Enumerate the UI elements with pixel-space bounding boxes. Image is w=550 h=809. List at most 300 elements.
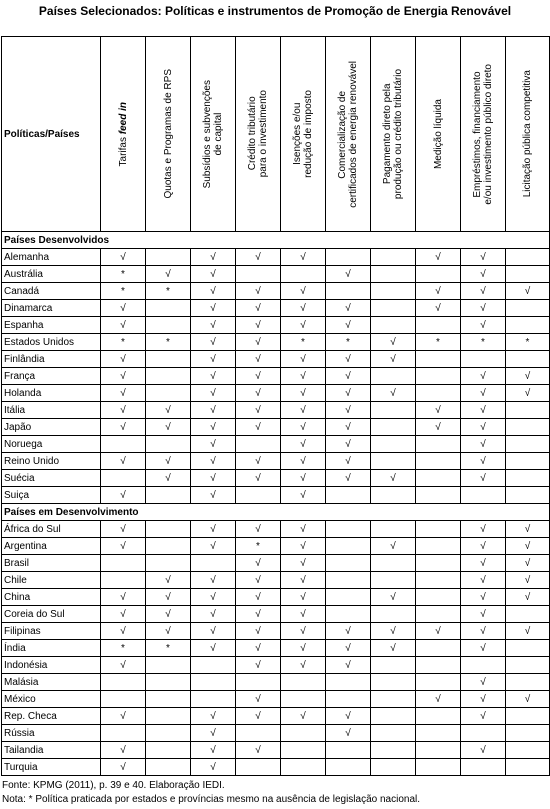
check-mark: √ [236,691,281,708]
table-row [2,572,550,589]
empty-cell [371,725,416,742]
column-header-line: redução de imposto [303,90,314,178]
check-mark: √ [236,470,281,487]
check-mark: √ [191,538,236,555]
check-mark: √ [281,249,326,266]
empty-cell [146,538,191,555]
check-mark: √ [101,402,146,419]
table-row [2,657,550,674]
empty-cell [416,589,461,606]
check-mark: √ [281,317,326,334]
table-row [2,436,550,453]
empty-cell [146,487,191,504]
empty-cell [461,657,506,674]
country-name: Índia [2,640,101,657]
section-row [2,504,550,521]
empty-cell [416,266,461,283]
check-mark: √ [506,283,550,300]
empty-cell [236,266,281,283]
check-mark: √ [101,606,146,623]
country-name: Rep. Checa [2,708,101,725]
empty-cell [506,640,550,657]
table-row [2,640,550,657]
empty-cell [326,606,371,623]
table-row [2,453,550,470]
check-mark: √ [191,742,236,759]
check-mark: √ [506,368,550,385]
column-header-line: Comercialização de [337,90,348,178]
check-mark: √ [191,317,236,334]
empty-cell [326,589,371,606]
check-mark: √ [236,283,281,300]
check-mark: √ [101,351,146,368]
empty-cell [416,368,461,385]
check-mark: √ [461,436,506,453]
empty-cell [146,691,191,708]
check-mark: √ [191,759,236,776]
empty-cell [371,300,416,317]
country-name: Austrália [2,266,101,283]
check-mark: √ [461,708,506,725]
check-mark: √ [191,300,236,317]
empty-cell [146,300,191,317]
check-mark: √ [191,419,236,436]
table-row [2,317,550,334]
check-mark: √ [191,453,236,470]
check-mark: √ [236,402,281,419]
empty-cell [506,453,550,470]
column-header [371,37,416,232]
empty-cell [146,385,191,402]
check-mark: √ [236,453,281,470]
country-name: Suécia [2,470,101,487]
check-mark: √ [191,351,236,368]
empty-cell [371,402,416,419]
check-mark: √ [191,385,236,402]
empty-cell [326,759,371,776]
check-mark: √ [281,623,326,640]
empty-cell [101,436,146,453]
check-mark: √ [461,419,506,436]
check-mark: √ [506,555,550,572]
check-mark: √ [101,453,146,470]
country-name: Brasil [2,555,101,572]
check-mark: √ [326,385,371,402]
check-mark: √ [371,589,416,606]
check-mark: √ [326,453,371,470]
check-mark: √ [461,249,506,266]
empty-cell [371,759,416,776]
check-mark: √ [236,657,281,674]
check-mark: √ [281,521,326,538]
asterisk-mark: * [326,334,371,351]
check-mark: √ [281,385,326,402]
column-header-line: Quotas e Programas de RPS [162,69,174,199]
table-row [2,300,550,317]
column-header-line: Crédito tributário [247,97,258,171]
check-mark: √ [236,419,281,436]
table-row [2,674,550,691]
check-mark: √ [281,657,326,674]
empty-cell [416,487,461,504]
empty-cell [506,759,550,776]
asterisk-mark: * [101,334,146,351]
check-mark: √ [461,453,506,470]
check-mark: √ [326,657,371,674]
empty-cell [146,725,191,742]
empty-cell [506,402,550,419]
empty-cell [416,572,461,589]
check-mark: √ [236,555,281,572]
empty-cell [191,674,236,691]
check-mark: √ [281,436,326,453]
asterisk-mark: * [146,283,191,300]
table-title: Países Selecionados: Políticas e instrumentos de Promoção de Energia Renovável [38,4,512,18]
table-row [2,249,550,266]
empty-cell [416,470,461,487]
check-mark: √ [461,283,506,300]
check-mark: √ [191,589,236,606]
empty-cell [281,691,326,708]
column-header [101,37,146,232]
check-mark: √ [101,487,146,504]
check-mark: √ [146,453,191,470]
empty-cell [326,572,371,589]
table-row [2,470,550,487]
empty-cell [371,487,416,504]
empty-cell [416,708,461,725]
check-mark: √ [101,708,146,725]
check-mark: √ [281,402,326,419]
table-row [2,334,550,351]
empty-cell [236,487,281,504]
column-header [461,37,506,232]
empty-cell [506,606,550,623]
check-mark: √ [236,368,281,385]
country-name: Filipinas [2,623,101,640]
check-mark: √ [326,419,371,436]
empty-cell [506,317,550,334]
check-mark: √ [281,589,326,606]
empty-cell [506,351,550,368]
empty-cell [506,300,550,317]
policy-table [1,36,550,776]
check-mark: √ [281,606,326,623]
country-name: China [2,589,101,606]
empty-cell [326,487,371,504]
check-mark: √ [191,606,236,623]
check-mark: √ [101,657,146,674]
empty-cell [416,555,461,572]
check-mark: √ [191,266,236,283]
country-name: Reino Unido [2,453,101,470]
empty-cell [101,470,146,487]
empty-cell [371,368,416,385]
empty-cell [506,419,550,436]
empty-cell [371,606,416,623]
check-mark: √ [236,742,281,759]
check-mark: √ [371,640,416,657]
column-header [191,37,236,232]
check-mark: √ [191,283,236,300]
check-mark: √ [461,317,506,334]
check-mark: √ [236,317,281,334]
empty-cell [371,317,416,334]
check-mark: √ [146,572,191,589]
empty-cell [146,249,191,266]
table-row [2,351,550,368]
check-mark: √ [461,623,506,640]
country-name: Japão [2,419,101,436]
country-name: Finlândia [2,351,101,368]
check-mark: √ [371,623,416,640]
check-mark: √ [236,385,281,402]
check-mark: √ [326,470,371,487]
check-mark: √ [191,368,236,385]
check-mark: √ [506,572,550,589]
check-mark: √ [461,470,506,487]
check-mark: √ [146,266,191,283]
check-mark: √ [371,470,416,487]
table-row [2,385,550,402]
section-label: Países Desenvolvidos [2,232,550,249]
column-header [281,37,326,232]
check-mark: √ [461,385,506,402]
empty-cell [416,436,461,453]
empty-cell [416,725,461,742]
empty-cell [326,674,371,691]
empty-cell [146,708,191,725]
check-mark: √ [236,606,281,623]
empty-cell [326,691,371,708]
empty-cell [146,759,191,776]
check-mark: √ [326,300,371,317]
check-mark: √ [416,300,461,317]
check-mark: √ [461,521,506,538]
empty-cell [506,266,550,283]
check-mark: √ [281,453,326,470]
check-mark: √ [281,487,326,504]
empty-cell [101,691,146,708]
check-mark: √ [506,521,550,538]
check-mark: √ [326,640,371,657]
check-mark: √ [236,334,281,351]
country-name: Noruega [2,436,101,453]
check-mark: √ [101,538,146,555]
check-mark: √ [371,334,416,351]
check-mark: √ [236,589,281,606]
empty-cell [506,436,550,453]
table-row [2,266,550,283]
empty-cell [146,674,191,691]
check-mark: √ [101,759,146,776]
check-mark: √ [236,708,281,725]
asterisk-mark: * [101,640,146,657]
check-mark: √ [281,351,326,368]
empty-cell [371,266,416,283]
check-mark: √ [191,334,236,351]
empty-cell [506,657,550,674]
empty-cell [416,606,461,623]
check-mark: √ [146,402,191,419]
check-mark: √ [101,589,146,606]
empty-cell [101,725,146,742]
column-header-line: Subsídios e subvenções [202,79,213,189]
check-mark: √ [416,402,461,419]
source-note: Fonte: KPMG (2011), p. 39 e 40. Elaboração IEDI. [2,780,225,791]
check-mark: √ [191,725,236,742]
check-mark: √ [191,470,236,487]
check-mark: √ [461,606,506,623]
check-mark: √ [281,555,326,572]
asterisk-mark: * [146,334,191,351]
empty-cell [236,674,281,691]
empty-cell [416,538,461,555]
column-header-line: produção ou crédito tributário [393,68,404,200]
check-mark: √ [326,368,371,385]
country-name: Canadá [2,283,101,300]
country-name: México [2,691,101,708]
table-row [2,555,550,572]
country-name: Rússia [2,725,101,742]
check-mark: √ [281,538,326,555]
empty-cell [146,317,191,334]
empty-cell [281,674,326,691]
check-mark: √ [371,351,416,368]
empty-cell [236,725,281,742]
asterisk-mark: * [236,538,281,555]
column-header [416,37,461,232]
table-row [2,623,550,640]
empty-cell [506,742,550,759]
check-mark: √ [236,521,281,538]
check-mark: √ [281,470,326,487]
empty-cell [326,742,371,759]
check-mark: √ [146,589,191,606]
check-mark: √ [506,385,550,402]
check-mark: √ [191,436,236,453]
empty-cell [506,249,550,266]
check-mark: √ [281,419,326,436]
check-mark: √ [416,691,461,708]
check-mark: √ [461,674,506,691]
check-mark: √ [281,283,326,300]
check-mark: √ [146,623,191,640]
country-name: Indonésia [2,657,101,674]
table-row [2,521,550,538]
country-name: Dinamarca [2,300,101,317]
empty-cell [146,555,191,572]
empty-cell [146,521,191,538]
footnote: Nota: * Política praticada por estados e províncias mesmo na ausência de legislação nacional. [2,794,421,805]
check-mark: √ [326,725,371,742]
country-name: Holanda [2,385,101,402]
country-name: Coreia do Sul [2,606,101,623]
check-mark: √ [461,402,506,419]
check-mark: √ [461,555,506,572]
column-header-line: Pagamento direto pela [382,83,393,185]
check-mark: √ [236,351,281,368]
empty-cell [371,419,416,436]
check-mark: √ [101,368,146,385]
table-row [2,487,550,504]
table-row [2,606,550,623]
country-name: Espanha [2,317,101,334]
country-name: África do Sul [2,521,101,538]
check-mark: √ [461,691,506,708]
country-name: Malásia [2,674,101,691]
check-mark: √ [101,385,146,402]
check-mark: √ [416,283,461,300]
empty-cell [326,283,371,300]
empty-cell [371,674,416,691]
empty-cell [461,759,506,776]
check-mark: √ [461,266,506,283]
asterisk-mark: * [461,334,506,351]
country-name: Turquia [2,759,101,776]
empty-cell [236,759,281,776]
empty-cell [326,555,371,572]
table-row [2,725,550,742]
empty-cell [371,691,416,708]
check-mark: √ [191,572,236,589]
empty-cell [146,742,191,759]
table-row [2,589,550,606]
check-mark: √ [236,300,281,317]
column-header-line: Empréstimos, financiamento [472,70,483,198]
empty-cell [371,572,416,589]
empty-cell [146,436,191,453]
column-header-line: certificados de energia renovável [348,60,359,208]
empty-cell [281,742,326,759]
check-mark: √ [146,419,191,436]
table-row [2,538,550,555]
empty-cell [146,657,191,674]
check-mark: √ [146,606,191,623]
empty-cell [506,725,550,742]
column-header [146,37,191,232]
check-mark: √ [506,538,550,555]
table-row [2,742,550,759]
check-mark: √ [191,623,236,640]
check-mark: √ [101,317,146,334]
check-mark: √ [101,742,146,759]
check-mark: √ [461,538,506,555]
column-header-line: Medição líquida [432,98,444,170]
empty-cell [281,725,326,742]
check-mark: √ [326,436,371,453]
empty-cell [101,674,146,691]
check-mark: √ [416,249,461,266]
empty-cell [326,538,371,555]
section-label: Países em Desenvolvimento [2,504,550,521]
check-mark: √ [101,249,146,266]
check-mark: √ [416,623,461,640]
column-header [326,37,371,232]
check-mark: √ [101,419,146,436]
check-mark: √ [506,589,550,606]
empty-cell [371,249,416,266]
empty-cell [506,487,550,504]
check-mark: √ [236,249,281,266]
check-mark: √ [281,368,326,385]
column-header [506,37,550,232]
empty-cell [371,555,416,572]
header-row [2,37,550,232]
empty-cell [416,674,461,691]
asterisk-mark: * [506,334,550,351]
empty-cell [371,436,416,453]
